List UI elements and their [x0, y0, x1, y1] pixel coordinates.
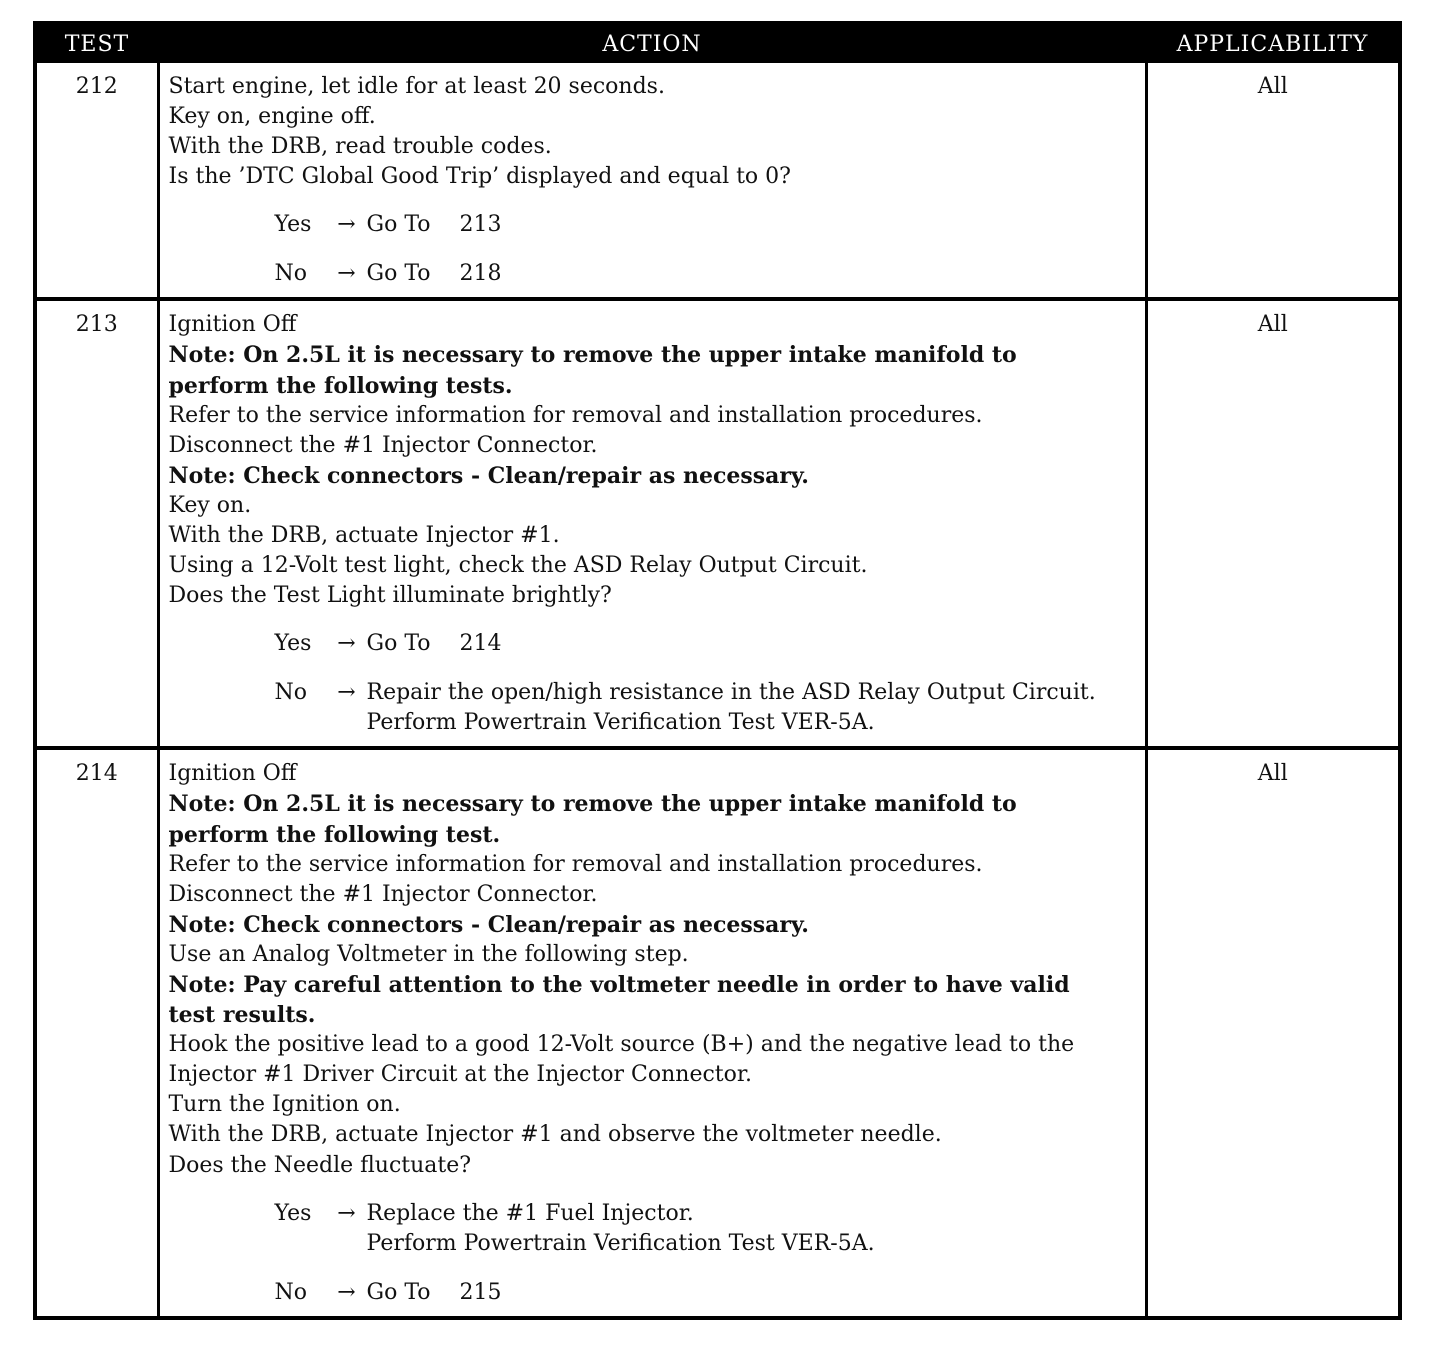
branch-result-line: Go To 214: [366, 631, 502, 657]
arrow-right-icon: →: [337, 212, 356, 238]
note-line: perform the following tests.: [168, 372, 513, 399]
action-text: [160, 301, 1145, 746]
instruction-line: Key on, engine off.: [168, 104, 376, 130]
decision-branch: [169, 259, 1137, 289]
action-text: [160, 63, 1145, 297]
branch-result-line: Go To 215: [366, 1279, 502, 1305]
note-line: Note: Pay careful attention to the voltmeter needle in order to have valid: [168, 971, 1070, 998]
header-test: TEST: [37, 25, 158, 63]
branch-answer: No: [274, 680, 307, 706]
header-action: ACTION: [158, 25, 1146, 63]
diagnostic-test-table: [33, 21, 1402, 1320]
instruction-line: Hook the positive lead to a good 12-Volt source (B+) and the negative lead to the: [168, 1032, 1075, 1058]
decision-branches: [169, 1199, 1137, 1308]
instruction-line: Does the Test Light illuminate brightly?: [168, 583, 612, 609]
test-number: 213: [75, 312, 118, 338]
instruction-line: Refer to the service information for removal and installation procedures.: [168, 851, 983, 877]
test-cell: [37, 63, 158, 299]
arrow-right-icon: →: [337, 261, 356, 287]
action-cell: [158, 748, 1146, 1315]
applicability-value: All: [1257, 74, 1288, 99]
instruction-line: Ignition Off: [168, 312, 297, 338]
note-line: test results.: [168, 1002, 316, 1029]
branch-result: [367, 678, 1137, 738]
instruction-line: Use an Analog Voltmeter in the following step.: [168, 941, 689, 967]
test-number: 214: [75, 761, 118, 787]
applicability-cell: [1146, 748, 1398, 1315]
applicability-value: All: [1257, 312, 1288, 338]
header-applicability: APPLICABILITY: [1146, 25, 1398, 63]
instruction-line: Ignition Off: [168, 761, 297, 787]
instruction-line: With the DRB, actuate Injector #1.: [168, 523, 560, 549]
applicability-cell: [1146, 63, 1398, 299]
instruction-line: Using a 12-Volt test light, check the ASD Relay Output Circuit.: [168, 553, 868, 579]
branch-result: [367, 259, 1137, 289]
arrow-right-icon: →: [337, 631, 356, 657]
instruction-line: With the DRB, read trouble codes.: [168, 134, 552, 160]
decision-branches: [169, 210, 1137, 289]
instruction-line: Injector #1 Driver Circuit at the Injector Connector.: [168, 1062, 752, 1088]
arrow-right-icon: →: [337, 1279, 356, 1305]
instruction-line: Refer to the service information for removal and installation procedures.: [168, 402, 983, 428]
applicability-cell: [1146, 299, 1398, 748]
note-line: Note: On 2.5L it is necessary to remove the upper intake manifold to: [168, 791, 1017, 818]
branch-answer: Yes: [274, 1200, 312, 1226]
action-cell: [158, 63, 1146, 299]
instruction-line: Is the ’DTC Global Good Trip’ displayed and equal to 0?: [168, 164, 791, 190]
decision-branch: [169, 629, 1137, 659]
instruction-line: Key on.: [168, 492, 252, 518]
branch-result: [367, 1278, 1137, 1308]
test-table: [37, 25, 1398, 1316]
table-body: [37, 63, 1398, 1316]
branch-result: [367, 1199, 1137, 1259]
branch-result-line: Perform Powertrain Verification Test VER-5A.: [366, 1230, 875, 1256]
decision-branch: [169, 210, 1137, 240]
decision-branch: [169, 1199, 1137, 1259]
applicability-value: All: [1257, 761, 1288, 787]
instruction-line: Disconnect the #1 Injector Connector.: [168, 881, 598, 907]
decision-branch: [169, 678, 1137, 738]
table-row: [37, 748, 1398, 1315]
action-cell: [158, 299, 1146, 748]
decision-branch: [169, 1278, 1137, 1308]
test-cell: [37, 748, 158, 1315]
note-line: Note: Check connectors - Clean/repair as necessary.: [168, 462, 809, 489]
table-row: [37, 63, 1398, 299]
branch-result: [367, 629, 1137, 659]
branch-result-line: Replace the #1 Fuel Injector.: [366, 1200, 694, 1226]
note-line: Note: On 2.5L it is necessary to remove the upper intake manifold to: [168, 342, 1017, 369]
arrow-right-icon: →: [337, 680, 356, 706]
instruction-line: Disconnect the #1 Injector Connector.: [168, 432, 598, 458]
instruction-line: Turn the Ignition on.: [168, 1092, 401, 1118]
arrow-right-icon: →: [337, 1200, 356, 1226]
note-line: Note: Check connectors - Clean/repair as necessary.: [168, 911, 809, 938]
note-line: perform the following test.: [168, 821, 501, 848]
branch-result-line: Perform Powertrain Verification Test VER-5A.: [366, 710, 875, 736]
branch-answer: Yes: [274, 212, 312, 238]
branch-result-line: Repair the open/high resistance in the ASD Relay Output Circuit.: [366, 680, 1096, 706]
branch-answer: No: [274, 1279, 307, 1305]
table-header-row: [37, 25, 1398, 63]
branch-result: [367, 210, 1137, 240]
decision-branches: [169, 629, 1137, 738]
branch-result-line: Go To 213: [366, 212, 502, 238]
instruction-line: With the DRB, actuate Injector #1 and observe the voltmeter needle.: [168, 1122, 942, 1148]
instruction-line: Start engine, let idle for at least 20 seconds.: [168, 74, 665, 99]
test-number: 212: [75, 74, 118, 99]
action-text: [160, 750, 1145, 1315]
test-cell: [37, 299, 158, 748]
table-row: [37, 299, 1398, 748]
instruction-line: Does the Needle fluctuate?: [168, 1152, 472, 1178]
branch-answer: Yes: [274, 631, 312, 657]
branch-answer: No: [274, 261, 307, 287]
branch-result-line: Go To 218: [366, 261, 502, 287]
